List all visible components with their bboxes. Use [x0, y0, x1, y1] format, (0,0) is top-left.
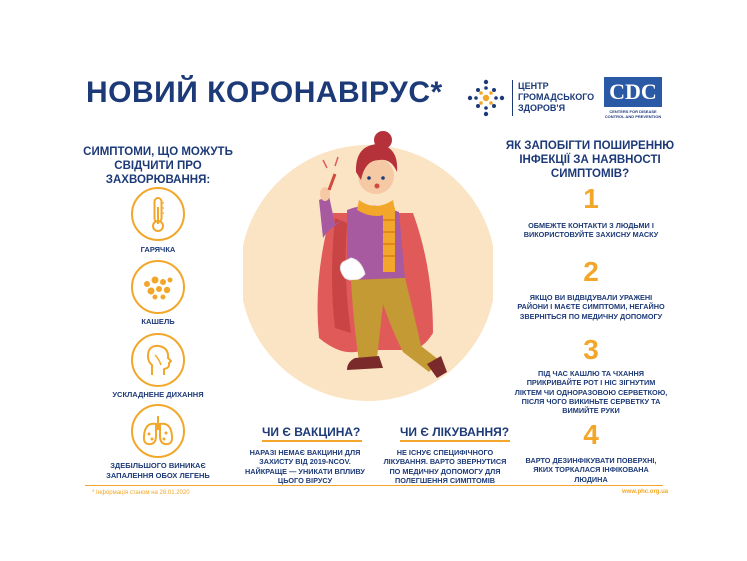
phc-logo-icon — [466, 78, 506, 118]
step-4-number: 4 — [583, 419, 599, 450]
symptom-lungs-circle — [131, 404, 185, 458]
treatment-title-underline — [400, 440, 510, 442]
breathing-head-icon — [133, 335, 183, 385]
footnote: * Інформація станом на 28.01.2020 — [92, 490, 190, 496]
step-1-number: 1 — [583, 183, 599, 214]
phc-logo-text: ЦЕНТР ГРОМАДСЬКОГО ЗДОРОВ'Я — [518, 81, 595, 113]
vaccine-title-underline — [262, 440, 362, 442]
symptom-breathing-circle — [131, 333, 185, 387]
step-2-text: ЯКЩО ВИ ВІДВІДУВАЛИ УРАЖЕНІ РАЙОНИ І МАЄТЕ СИМПТОМИ, НЕГАЙНО ЗВЕРНІТЬСЯ ПО МЕДИЧНУ ДОПОМОГУ — [517, 293, 665, 321]
sick-woman-illustration — [243, 128, 493, 418]
treatment-answer-text: НЕ ІСНУЄ СПЕЦИФІЧНОГО ЛІКУВАННЯ. ВАРТО ЗВЕРНУТИСЯ ПО МЕДИЧНУ ДОПОМОГУ ДЛЯ ПОЛЕГШЕННЯ СИМПТОМІВ — [383, 448, 507, 485]
treatment-question-title: ЧИ Є ЛІКУВАННЯ? — [400, 425, 510, 439]
step-3-number: 3 — [583, 334, 599, 365]
symptoms-title: СИМПТОМИ, ЩО МОЖУТЬ СВІДЧИТИ ПРО ЗАХВОРЮВАННЯ: — [83, 146, 233, 186]
logo-divider — [512, 80, 513, 116]
website-link[interactable]: www.phc.org.ua — [622, 489, 669, 495]
page-title: НОВИЙ КОРОНАВІРУС* — [86, 76, 443, 109]
lungs-icon — [133, 406, 183, 456]
vaccine-answer-text: НАРАЗІ НЕМАЄ ВАКЦИНИ ДЛЯ ЗАХИСТУ ВІД 2019-NCOV. НАЙКРАЩЕ — УНИКАТИ ВПЛИВУ ЦЬОГО ВІРУСУ — [245, 448, 365, 485]
cdc-logo: CDC CENTERS FOR DISEASE CONTROL AND PREVENTION — [604, 79, 662, 119]
symptom-breathing-label: УСКЛАДНЕНЕ ДИХАННЯ — [112, 390, 204, 399]
symptom-lungs-label: ЗДЕБІЛЬШОГО ВИНИКАЄ ЗАПАЛЕННЯ ОБОХ ЛЕГЕНЬ — [106, 461, 210, 480]
symptom-cough-label: КАШЕЛЬ — [141, 317, 175, 326]
step-2-number: 2 — [583, 256, 599, 287]
cough-icon — [133, 262, 183, 312]
prevention-title: ЯК ЗАПОБІГТИ ПОШИРЕННЮ ІНФЕКЦІЇ ЗА НАЯВНОСТІ СИМПТОМІВ? — [505, 140, 675, 180]
step-3-text: ПІД ЧАС КАШЛЮ ТА ЧХАННЯ ПРИКРИВАЙТЕ РОТ І НІС ЗІГНУТИМ ЛІКТЕМ ЧИ ОДНОРАЗОВОЮ СЕРВЕТКОЮ, ПІСЛЯ ЧОГО ВИКИНЬТЕ СЕРВЕТКУ ТА ВИМИЙТЕ РУКИ — [514, 369, 668, 416]
symptom-fever-circle — [131, 187, 185, 241]
symptom-fever-label: ГАРЯЧКА — [140, 245, 176, 254]
step-1-text: ОБМЕЖТЕ КОНТАКТИ З ЛЮДЬМИ І ВИКОРИСТОВУЙТЕ ЗАХИСНУ МАСКУ — [523, 221, 659, 240]
thermometer-icon — [133, 189, 183, 239]
footer-divider — [85, 485, 663, 486]
symptom-cough-circle — [131, 260, 185, 314]
step-4-text: ВАРТО ДЕЗИНФІКУВАТИ ПОВЕРХНІ, ЯКИХ ТОРКАЛАСЯ ІНФІКОВАНА ЛЮДИНА — [525, 456, 657, 484]
vaccine-question-title: ЧИ Є ВАКЦИНА? — [262, 425, 361, 439]
